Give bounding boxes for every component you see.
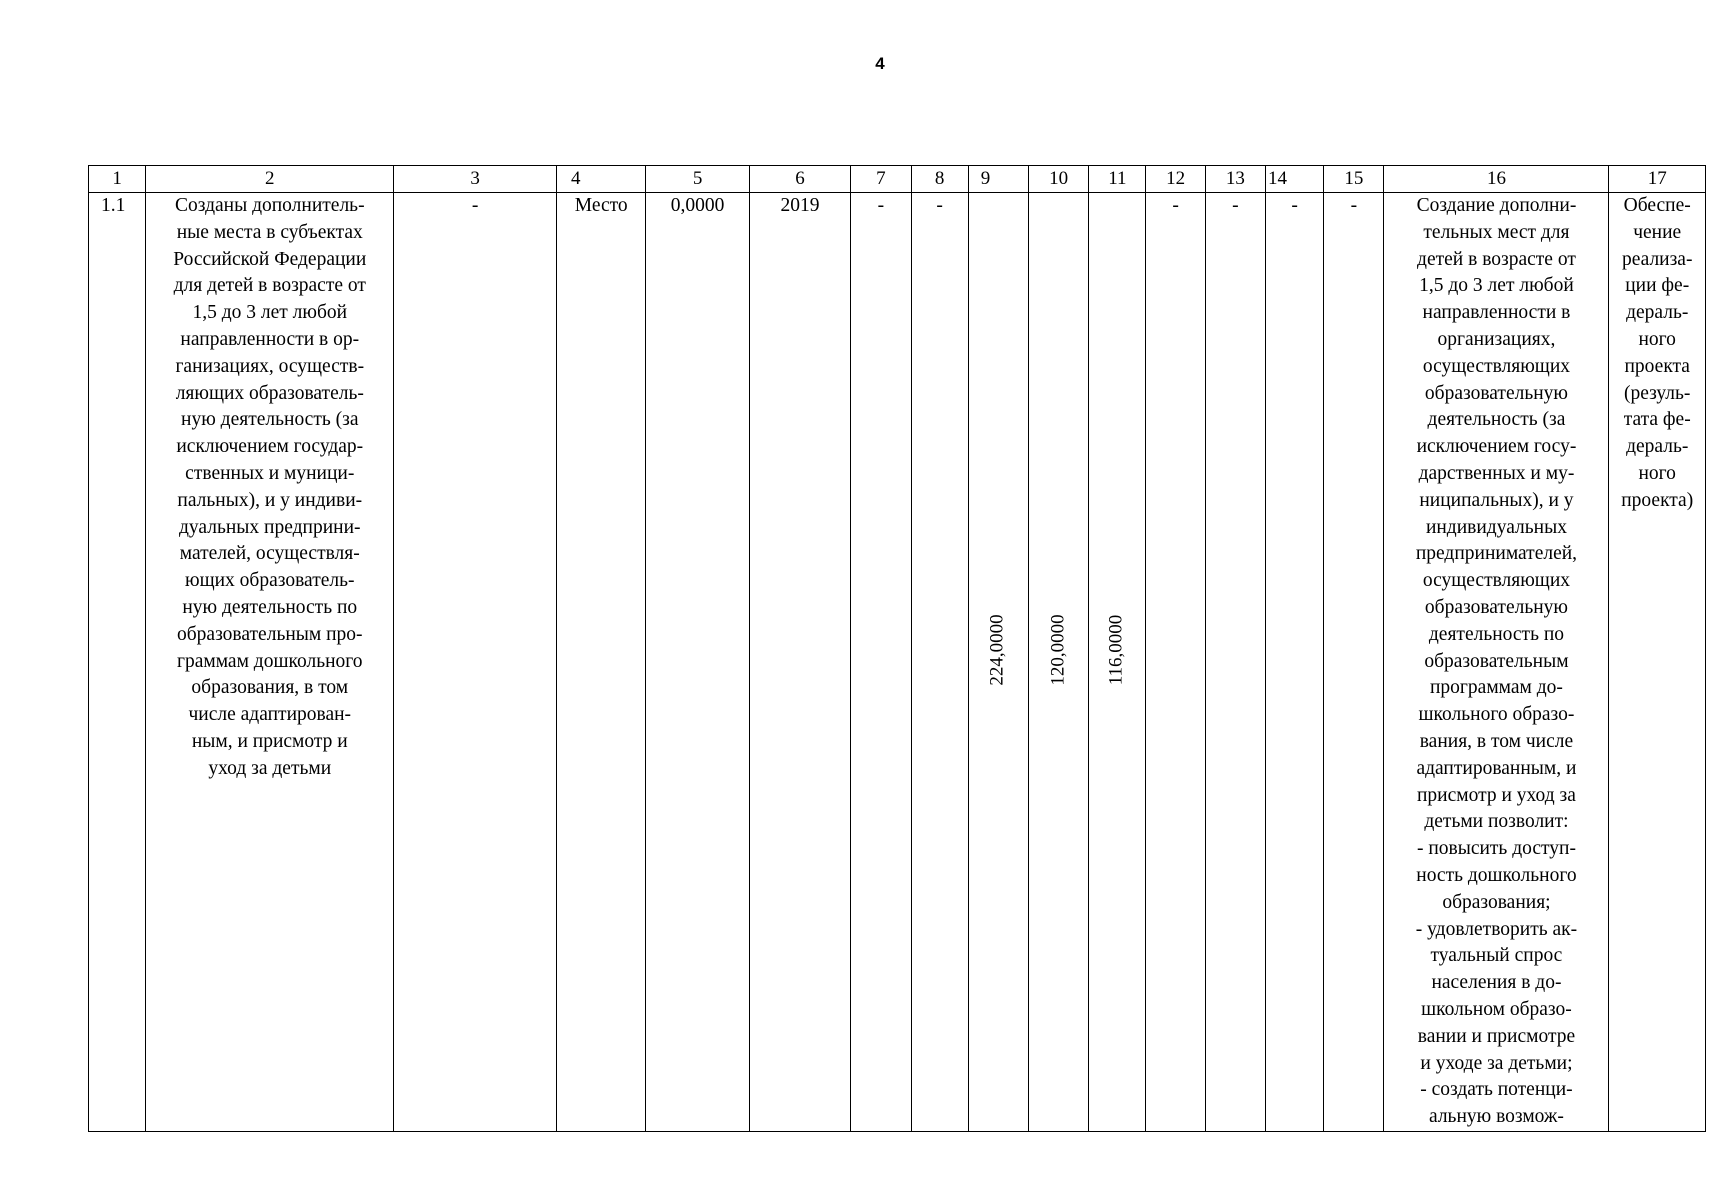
col-15-cell: - bbox=[1324, 193, 1384, 1132]
col-9-cell bbox=[968, 193, 1028, 1132]
page-number: 4 bbox=[875, 54, 885, 73]
col-8-cell: - bbox=[911, 193, 968, 1132]
base-value-cell: 0,0000 bbox=[646, 193, 749, 1132]
unit-cell: Место bbox=[557, 193, 646, 1132]
header-col-3: 3 bbox=[394, 166, 557, 193]
header-col-4: 4 bbox=[557, 166, 646, 193]
header-col-12: 12 bbox=[1146, 166, 1205, 193]
col-10-value: 120,0000 bbox=[1047, 614, 1069, 686]
project-link-cell: Обеспе- чение реализа- ции фе- дераль- ного проекта (резуль- тата фе- дераль- ного проекта) bbox=[1609, 193, 1706, 1132]
col-11-value: 116,0000 bbox=[1105, 614, 1127, 686]
col-3-cell: - bbox=[394, 193, 557, 1132]
header-col-16: 16 bbox=[1384, 166, 1609, 193]
col-14-cell: - bbox=[1265, 193, 1323, 1132]
header-col-13: 13 bbox=[1205, 166, 1265, 193]
header-col-14: 14 bbox=[1265, 166, 1323, 193]
col-11-cell bbox=[1089, 193, 1146, 1132]
col-7-cell: - bbox=[851, 193, 911, 1132]
col-13-cell: - bbox=[1205, 193, 1265, 1132]
year-cell: 2019 bbox=[749, 193, 850, 1132]
header-col-8: 8 bbox=[911, 166, 968, 193]
header-row bbox=[89, 166, 1706, 193]
header-col-6: 6 bbox=[749, 166, 850, 193]
col-12-cell: - bbox=[1146, 193, 1205, 1132]
header-col-7: 7 bbox=[851, 166, 911, 193]
row-number-cell: 1.1 bbox=[89, 193, 146, 1132]
col-10-cell bbox=[1028, 193, 1088, 1132]
table-row bbox=[89, 193, 1706, 1132]
header-col-5: 5 bbox=[646, 166, 749, 193]
effect-description-cell: Создание дополни- тельных мест для детей в возрасте от 1,5 до 3 лет любой направленности в организациях, осуществляющих образовательную деятельность (за исключением госу- дарственных и му- ниципальных), и у индивидуальных предпринимателей, осуществляющих образовательную деятельность по образовательным программам до- школьного образо- вания, в том числе адаптированным, и присмотр и уход за детьми позволит: - повысить доступ- ность дошкольного образования; - удовлетворить ак- туальный спрос населения в до- школьном образо- вании и присмотре и уходе за детьми; - создать потенци- альную возмож- bbox=[1384, 193, 1609, 1132]
header-col-9: 9 bbox=[968, 166, 1028, 193]
header-col-15: 15 bbox=[1324, 166, 1384, 193]
header-col-1: 1 bbox=[89, 166, 146, 193]
header-col-2: 2 bbox=[146, 166, 394, 193]
result-name-cell: Созданы дополнитель- ные места в субъектах Российской Федерации для детей в возрасте от 1,5 до 3 лет любой направленности в ор- ганизациях, осуществ- ляющих образователь- ную деятельность (за исключением государ- ственных и муници- пальных), и у индиви- дуальных предприни- мателей, осуществля- ющих образователь- ную деятельность по образовательным про- граммам дошкольного образования, в том числе адаптирован- ным, и присмотр и уход за детьми bbox=[146, 193, 394, 1132]
header-col-17: 17 bbox=[1609, 166, 1706, 193]
header-col-10: 10 bbox=[1028, 166, 1088, 193]
document-table bbox=[88, 165, 1706, 1132]
header-col-11: 11 bbox=[1089, 166, 1146, 193]
col-9-value: 224,0000 bbox=[986, 614, 1008, 686]
